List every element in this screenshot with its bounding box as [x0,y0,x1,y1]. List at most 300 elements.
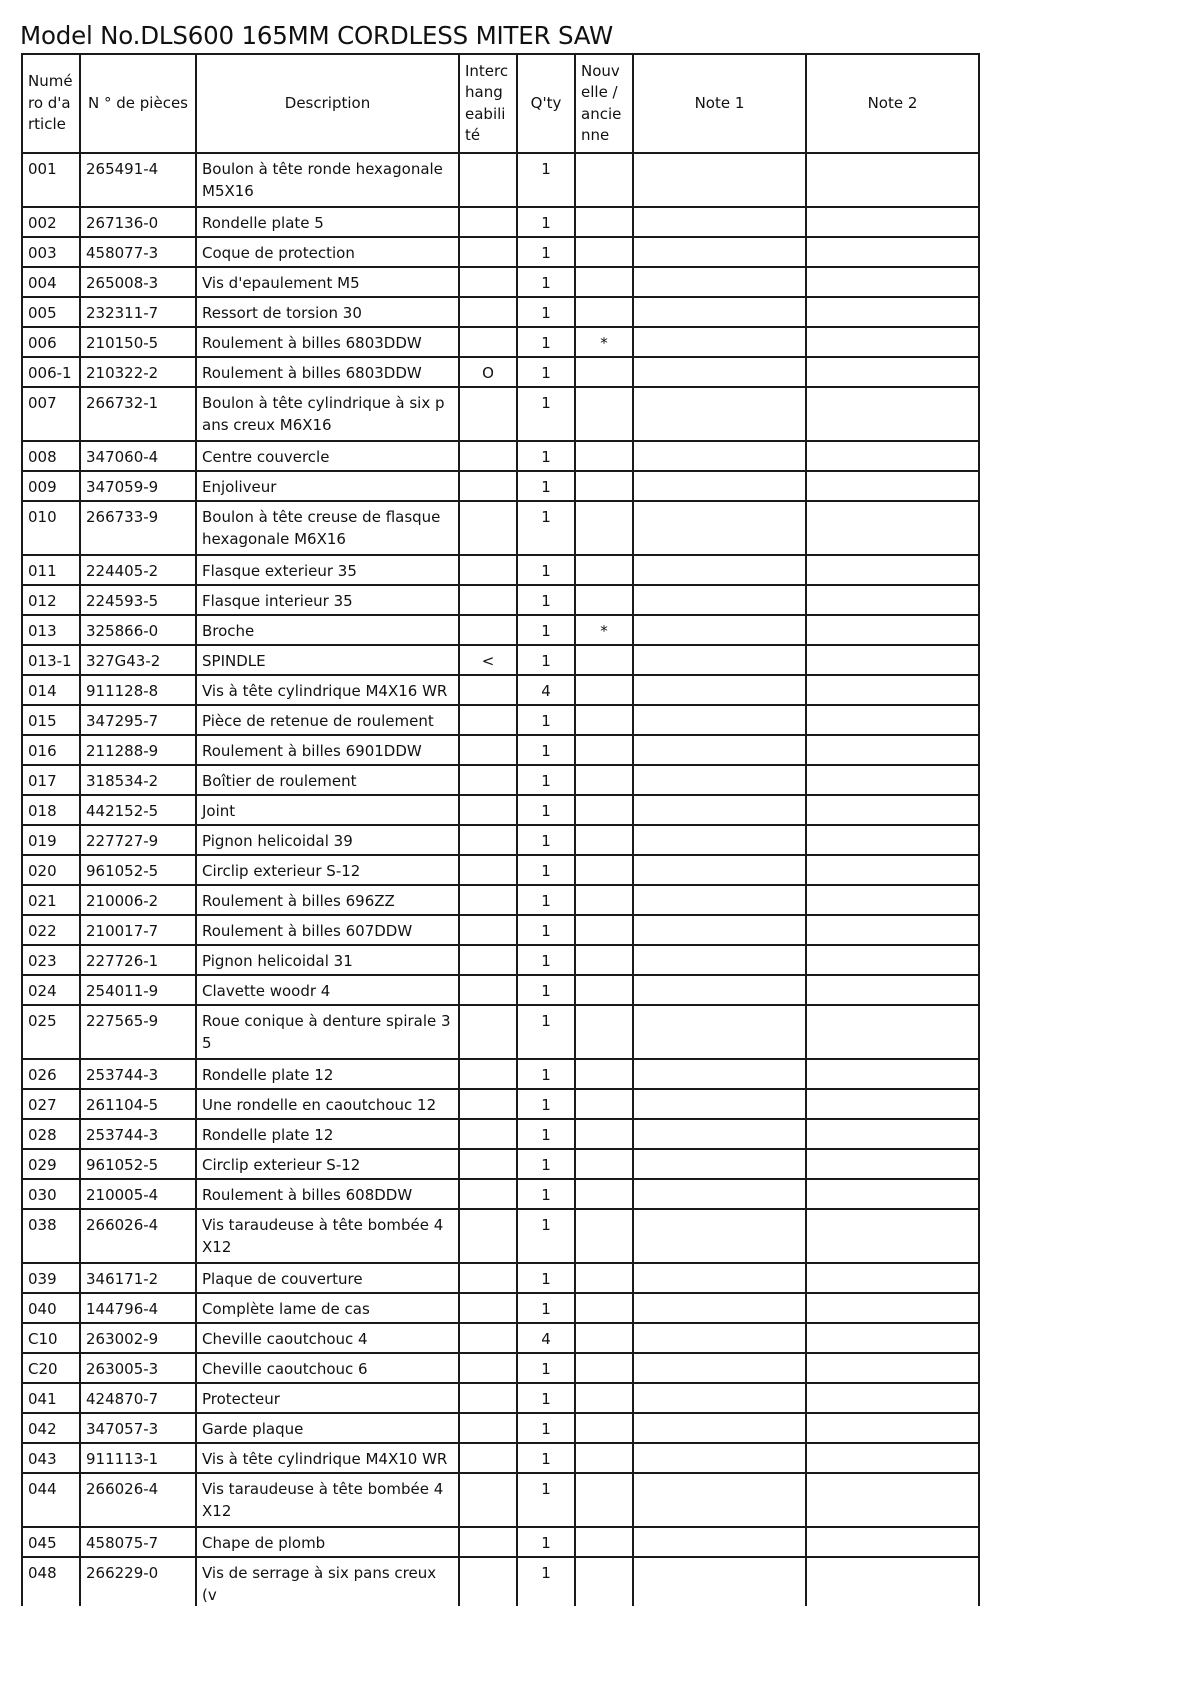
cell-new-old [575,1089,633,1119]
cell-part-number: 224593-5 [80,585,196,615]
cell-quantity: 1 [517,705,575,735]
cell-part-number: 327G43-2 [80,645,196,675]
cell-note-2 [806,1527,979,1557]
cell-note-1 [633,1383,806,1413]
cell-note-2 [806,387,979,441]
cell-item-number: 013 [22,615,80,645]
cell-note-2 [806,1443,979,1473]
cell-note-1 [633,975,806,1005]
cell-note-1 [633,1179,806,1209]
cell-part-number: 265491-4 [80,153,196,207]
cell-part-number: 266229-0 [80,1557,196,1606]
cell-note-1 [633,675,806,705]
cell-description: Boîtier de roulement [196,765,459,795]
cell-note-1 [633,1473,806,1527]
cell-part-number: 961052-5 [80,1149,196,1179]
cell-note-1 [633,915,806,945]
cell-part-number: 266732-1 [80,387,196,441]
cell-note-2 [806,1413,979,1443]
cell-quantity: 1 [517,615,575,645]
cell-new-old [575,387,633,441]
cell-new-old [575,1209,633,1263]
cell-description: Une rondelle en caoutchouc 12 [196,1089,459,1119]
cell-quantity: 4 [517,675,575,705]
table-row [22,585,979,615]
cell-description: Protecteur [196,1383,459,1413]
cell-item-number: 014 [22,675,80,705]
cell-note-1 [633,153,806,207]
cell-note-2 [806,1557,979,1606]
cell-description: Roulement à billes 6803DDW [196,357,459,387]
cell-part-number: 210322-2 [80,357,196,387]
cell-note-1 [633,945,806,975]
cell-item-number: 001 [22,153,80,207]
cell-description: Flasque exterieur 35 [196,555,459,585]
table-row [22,615,979,645]
cell-description: Complète lame de cas [196,1293,459,1323]
header-note-2: Note 2 [806,54,979,153]
cell-new-old [575,1149,633,1179]
cell-description: Roulement à billes 6901DDW [196,735,459,765]
cell-item-number: 023 [22,945,80,975]
header-row [22,54,979,153]
cell-interchangeability [459,555,517,585]
cell-note-1 [633,1089,806,1119]
cell-description: Cheville caoutchouc 4 [196,1323,459,1353]
cell-description: Coque de protection [196,237,459,267]
cell-note-1 [633,297,806,327]
cell-description: Vis d'epaulement M5 [196,267,459,297]
cell-new-old [575,267,633,297]
cell-item-number: 041 [22,1383,80,1413]
cell-description: Roulement à billes 696ZZ [196,885,459,915]
cell-new-old [575,675,633,705]
cell-description: Boulon à tête ronde hexagonale M5X16 [196,153,459,207]
cell-interchangeability [459,237,517,267]
cell-note-1 [633,885,806,915]
cell-note-1 [633,825,806,855]
cell-quantity: 1 [517,501,575,555]
cell-item-number: 025 [22,1005,80,1059]
cell-new-old [575,441,633,471]
header-part-number: N ° de pièces [80,54,196,153]
cell-interchangeability [459,207,517,237]
cell-interchangeability: O [459,357,517,387]
table-row [22,297,979,327]
cell-quantity: 1 [517,237,575,267]
cell-part-number: 458075-7 [80,1527,196,1557]
cell-new-old [575,1263,633,1293]
cell-note-1 [633,1413,806,1443]
cell-description: Vis à tête cylindrique M4X16 WR [196,675,459,705]
cell-note-2 [806,1149,979,1179]
cell-description: Broche [196,615,459,645]
cell-part-number: 224405-2 [80,555,196,585]
table-row [22,1059,979,1089]
cell-new-old [575,1473,633,1527]
cell-part-number: 232311-7 [80,297,196,327]
table-row [22,1179,979,1209]
cell-interchangeability [459,1443,517,1473]
table-row [22,237,979,267]
cell-note-1 [633,441,806,471]
cell-interchangeability [459,1353,517,1383]
cell-description: Cheville caoutchouc 6 [196,1353,459,1383]
cell-quantity: 1 [517,735,575,765]
table-row [22,1413,979,1443]
cell-new-old [575,1557,633,1606]
table-row [22,1005,979,1059]
cell-item-number: 011 [22,555,80,585]
cell-description: Centre couvercle [196,441,459,471]
cell-new-old [575,1413,633,1443]
cell-description: Boulon à tête cylindrique à six pans creux M6X16 [196,387,459,441]
cell-note-1 [633,1353,806,1383]
cell-interchangeability [459,1413,517,1443]
cell-item-number: 045 [22,1527,80,1557]
cell-part-number: 911113-1 [80,1443,196,1473]
cell-item-number: 048 [22,1557,80,1606]
table-row [22,1383,979,1413]
cell-note-1 [633,1059,806,1089]
cell-interchangeability [459,1557,517,1606]
cell-part-number: 210006-2 [80,885,196,915]
cell-note-1 [633,1443,806,1473]
cell-part-number: 144796-4 [80,1293,196,1323]
cell-quantity: 4 [517,1323,575,1353]
cell-new-old [575,975,633,1005]
cell-interchangeability [459,1149,517,1179]
cell-interchangeability [459,705,517,735]
cell-new-old [575,1443,633,1473]
cell-description: Chape de plomb [196,1527,459,1557]
cell-note-2 [806,441,979,471]
cell-interchangeability [459,1383,517,1413]
cell-item-number: 010 [22,501,80,555]
cell-note-1 [633,705,806,735]
cell-interchangeability [459,1263,517,1293]
cell-note-1 [633,207,806,237]
cell-note-2 [806,1059,979,1089]
cell-note-1 [633,1209,806,1263]
table-row [22,1557,979,1606]
cell-note-2 [806,975,979,1005]
cell-new-old [575,825,633,855]
cell-note-2 [806,153,979,207]
cell-quantity: 1 [517,1119,575,1149]
cell-quantity: 1 [517,1473,575,1527]
table-row [22,735,979,765]
cell-quantity: 1 [517,267,575,297]
cell-note-2 [806,237,979,267]
cell-note-2 [806,615,979,645]
cell-interchangeability [459,1089,517,1119]
cell-item-number: 026 [22,1059,80,1089]
cell-note-1 [633,471,806,501]
cell-interchangeability [459,297,517,327]
table-row [22,387,979,441]
cell-description: Garde plaque [196,1413,459,1443]
cell-quantity: 1 [517,1263,575,1293]
cell-interchangeability [459,501,517,555]
cell-interchangeability [459,855,517,885]
cell-new-old [575,765,633,795]
cell-note-2 [806,735,979,765]
table-row [22,975,979,1005]
cell-interchangeability [459,153,517,207]
cell-quantity: 1 [517,1353,575,1383]
cell-interchangeability [459,735,517,765]
cell-note-2 [806,915,979,945]
cell-interchangeability [459,1005,517,1059]
cell-interchangeability [459,1179,517,1209]
cell-interchangeability [459,1473,517,1527]
cell-new-old [575,357,633,387]
table-row [22,501,979,555]
cell-item-number: 005 [22,297,80,327]
cell-description: Circlip exterieur S-12 [196,855,459,885]
cell-interchangeability [459,1059,517,1089]
cell-part-number: 347057-3 [80,1413,196,1443]
cell-part-number: 253744-3 [80,1059,196,1089]
cell-new-old [575,1119,633,1149]
cell-note-2 [806,1119,979,1149]
cell-description: Pignon helicoidal 39 [196,825,459,855]
cell-part-number: 458077-3 [80,237,196,267]
cell-quantity: 1 [517,825,575,855]
cell-quantity: 1 [517,1527,575,1557]
cell-note-1 [633,327,806,357]
cell-note-2 [806,1179,979,1209]
cell-description: Ressort de torsion 30 [196,297,459,327]
cell-note-1 [633,357,806,387]
cell-item-number: 012 [22,585,80,615]
cell-item-number: 013-1 [22,645,80,675]
cell-part-number: 318534-2 [80,765,196,795]
cell-note-2 [806,1263,979,1293]
cell-quantity: 1 [517,387,575,441]
cell-new-old [575,1179,633,1209]
cell-new-old [575,1005,633,1059]
cell-part-number: 267136-0 [80,207,196,237]
cell-quantity: 1 [517,153,575,207]
table-row [22,555,979,585]
cell-new-old [575,555,633,585]
cell-item-number: 030 [22,1179,80,1209]
cell-description: Rondelle plate 12 [196,1059,459,1089]
cell-quantity: 1 [517,795,575,825]
cell-quantity: 1 [517,1293,575,1323]
cell-note-2 [806,1473,979,1527]
header-item-number: Numéro d'article [22,54,80,153]
cell-interchangeability [459,1323,517,1353]
cell-quantity: 1 [517,885,575,915]
table-row [22,153,979,207]
cell-new-old [575,645,633,675]
cell-quantity: 1 [517,1383,575,1413]
cell-quantity: 1 [517,645,575,675]
cell-quantity: 1 [517,765,575,795]
cell-new-old [575,207,633,237]
cell-new-old [575,471,633,501]
table-row [22,267,979,297]
table-row [22,855,979,885]
cell-part-number: 265008-3 [80,267,196,297]
cell-note-2 [806,1209,979,1263]
cell-item-number: 003 [22,237,80,267]
cell-new-old [575,1293,633,1323]
table-row [22,1473,979,1527]
cell-note-2 [806,357,979,387]
table-row [22,1353,979,1383]
cell-new-old [575,1323,633,1353]
cell-note-1 [633,1557,806,1606]
cell-quantity: 1 [517,1059,575,1089]
table-row [22,1149,979,1179]
cell-part-number: 227727-9 [80,825,196,855]
cell-note-2 [806,855,979,885]
cell-part-number: 253744-3 [80,1119,196,1149]
cell-note-2 [806,675,979,705]
header-note-1: Note 1 [633,54,806,153]
cell-note-1 [633,1149,806,1179]
cell-interchangeability [459,1209,517,1263]
cell-note-2 [806,555,979,585]
cell-interchangeability [459,441,517,471]
cell-note-2 [806,501,979,555]
cell-new-old [575,1527,633,1557]
table-row [22,645,979,675]
cell-item-number: 006 [22,327,80,357]
cell-item-number: 042 [22,1413,80,1443]
cell-description: Flasque interieur 35 [196,585,459,615]
table-row [22,825,979,855]
cell-part-number: 263002-9 [80,1323,196,1353]
cell-note-2 [806,885,979,915]
cell-part-number: 254011-9 [80,975,196,1005]
cell-part-number: 266026-4 [80,1473,196,1527]
cell-quantity: 1 [517,327,575,357]
cell-item-number: C20 [22,1353,80,1383]
cell-description: Rondelle plate 5 [196,207,459,237]
cell-note-2 [806,327,979,357]
cell-description: SPINDLE [196,645,459,675]
cell-part-number: 347059-9 [80,471,196,501]
table-row [22,945,979,975]
table-row [22,1527,979,1557]
cell-description: Roulement à billes 607DDW [196,915,459,945]
cell-item-number: 006-1 [22,357,80,387]
cell-quantity: 1 [517,915,575,945]
cell-interchangeability [459,915,517,945]
cell-note-2 [806,471,979,501]
cell-note-1 [633,267,806,297]
cell-quantity: 1 [517,945,575,975]
cell-new-old [575,795,633,825]
cell-part-number: 227565-9 [80,1005,196,1059]
cell-note-2 [806,765,979,795]
cell-note-1 [633,765,806,795]
cell-description: Boulon à tête creuse de flasque hexagonale M6X16 [196,501,459,555]
cell-item-number: 027 [22,1089,80,1119]
cell-quantity: 1 [517,585,575,615]
cell-part-number: 347060-4 [80,441,196,471]
cell-description: Vis taraudeuse à tête bombée 4X12 [196,1473,459,1527]
header-interchangeability: Interchangeabilité [459,54,517,153]
cell-note-1 [633,585,806,615]
cell-item-number: 018 [22,795,80,825]
table-row [22,885,979,915]
cell-quantity: 1 [517,297,575,327]
cell-new-old: * [575,327,633,357]
cell-item-number: 024 [22,975,80,1005]
cell-description: Rondelle plate 12 [196,1119,459,1149]
cell-description: Joint [196,795,459,825]
cell-note-2 [806,1323,979,1353]
cell-note-1 [633,645,806,675]
cell-item-number: 038 [22,1209,80,1263]
cell-new-old [575,945,633,975]
cell-description: Roulement à billes 608DDW [196,1179,459,1209]
cell-note-2 [806,207,979,237]
cell-note-1 [633,855,806,885]
cell-part-number: 911128-8 [80,675,196,705]
cell-note-2 [806,705,979,735]
table-row [22,1293,979,1323]
cell-quantity: 1 [517,357,575,387]
table-row [22,441,979,471]
cell-description: Plaque de couverture [196,1263,459,1293]
cell-description: Clavette woodr 4 [196,975,459,1005]
cell-quantity: 1 [517,207,575,237]
cell-item-number: 008 [22,441,80,471]
cell-item-number: 044 [22,1473,80,1527]
header-quantity: Q'ty [517,54,575,153]
cell-item-number: 002 [22,207,80,237]
parts-table [21,53,980,1606]
cell-part-number: 347295-7 [80,705,196,735]
cell-item-number: 029 [22,1149,80,1179]
table-row [22,1263,979,1293]
cell-interchangeability [459,945,517,975]
table-row [22,1323,979,1353]
cell-interchangeability [459,1119,517,1149]
cell-interchangeability [459,765,517,795]
cell-item-number: 016 [22,735,80,765]
cell-interchangeability [459,387,517,441]
table-row [22,765,979,795]
table-row [22,357,979,387]
cell-description: Vis taraudeuse à tête bombée 4X12 [196,1209,459,1263]
cell-interchangeability [459,267,517,297]
cell-item-number: 040 [22,1293,80,1323]
cell-note-1 [633,735,806,765]
cell-quantity: 1 [517,1179,575,1209]
cell-note-2 [806,297,979,327]
cell-note-1 [633,555,806,585]
cell-quantity: 1 [517,555,575,585]
cell-new-old [575,585,633,615]
cell-interchangeability [459,795,517,825]
cell-item-number: 009 [22,471,80,501]
cell-description: Circlip exterieur S-12 [196,1149,459,1179]
cell-note-1 [633,795,806,825]
cell-note-1 [633,1263,806,1293]
cell-description: Pignon helicoidal 31 [196,945,459,975]
table-row [22,327,979,357]
table-row [22,915,979,945]
cell-interchangeability [459,1293,517,1323]
